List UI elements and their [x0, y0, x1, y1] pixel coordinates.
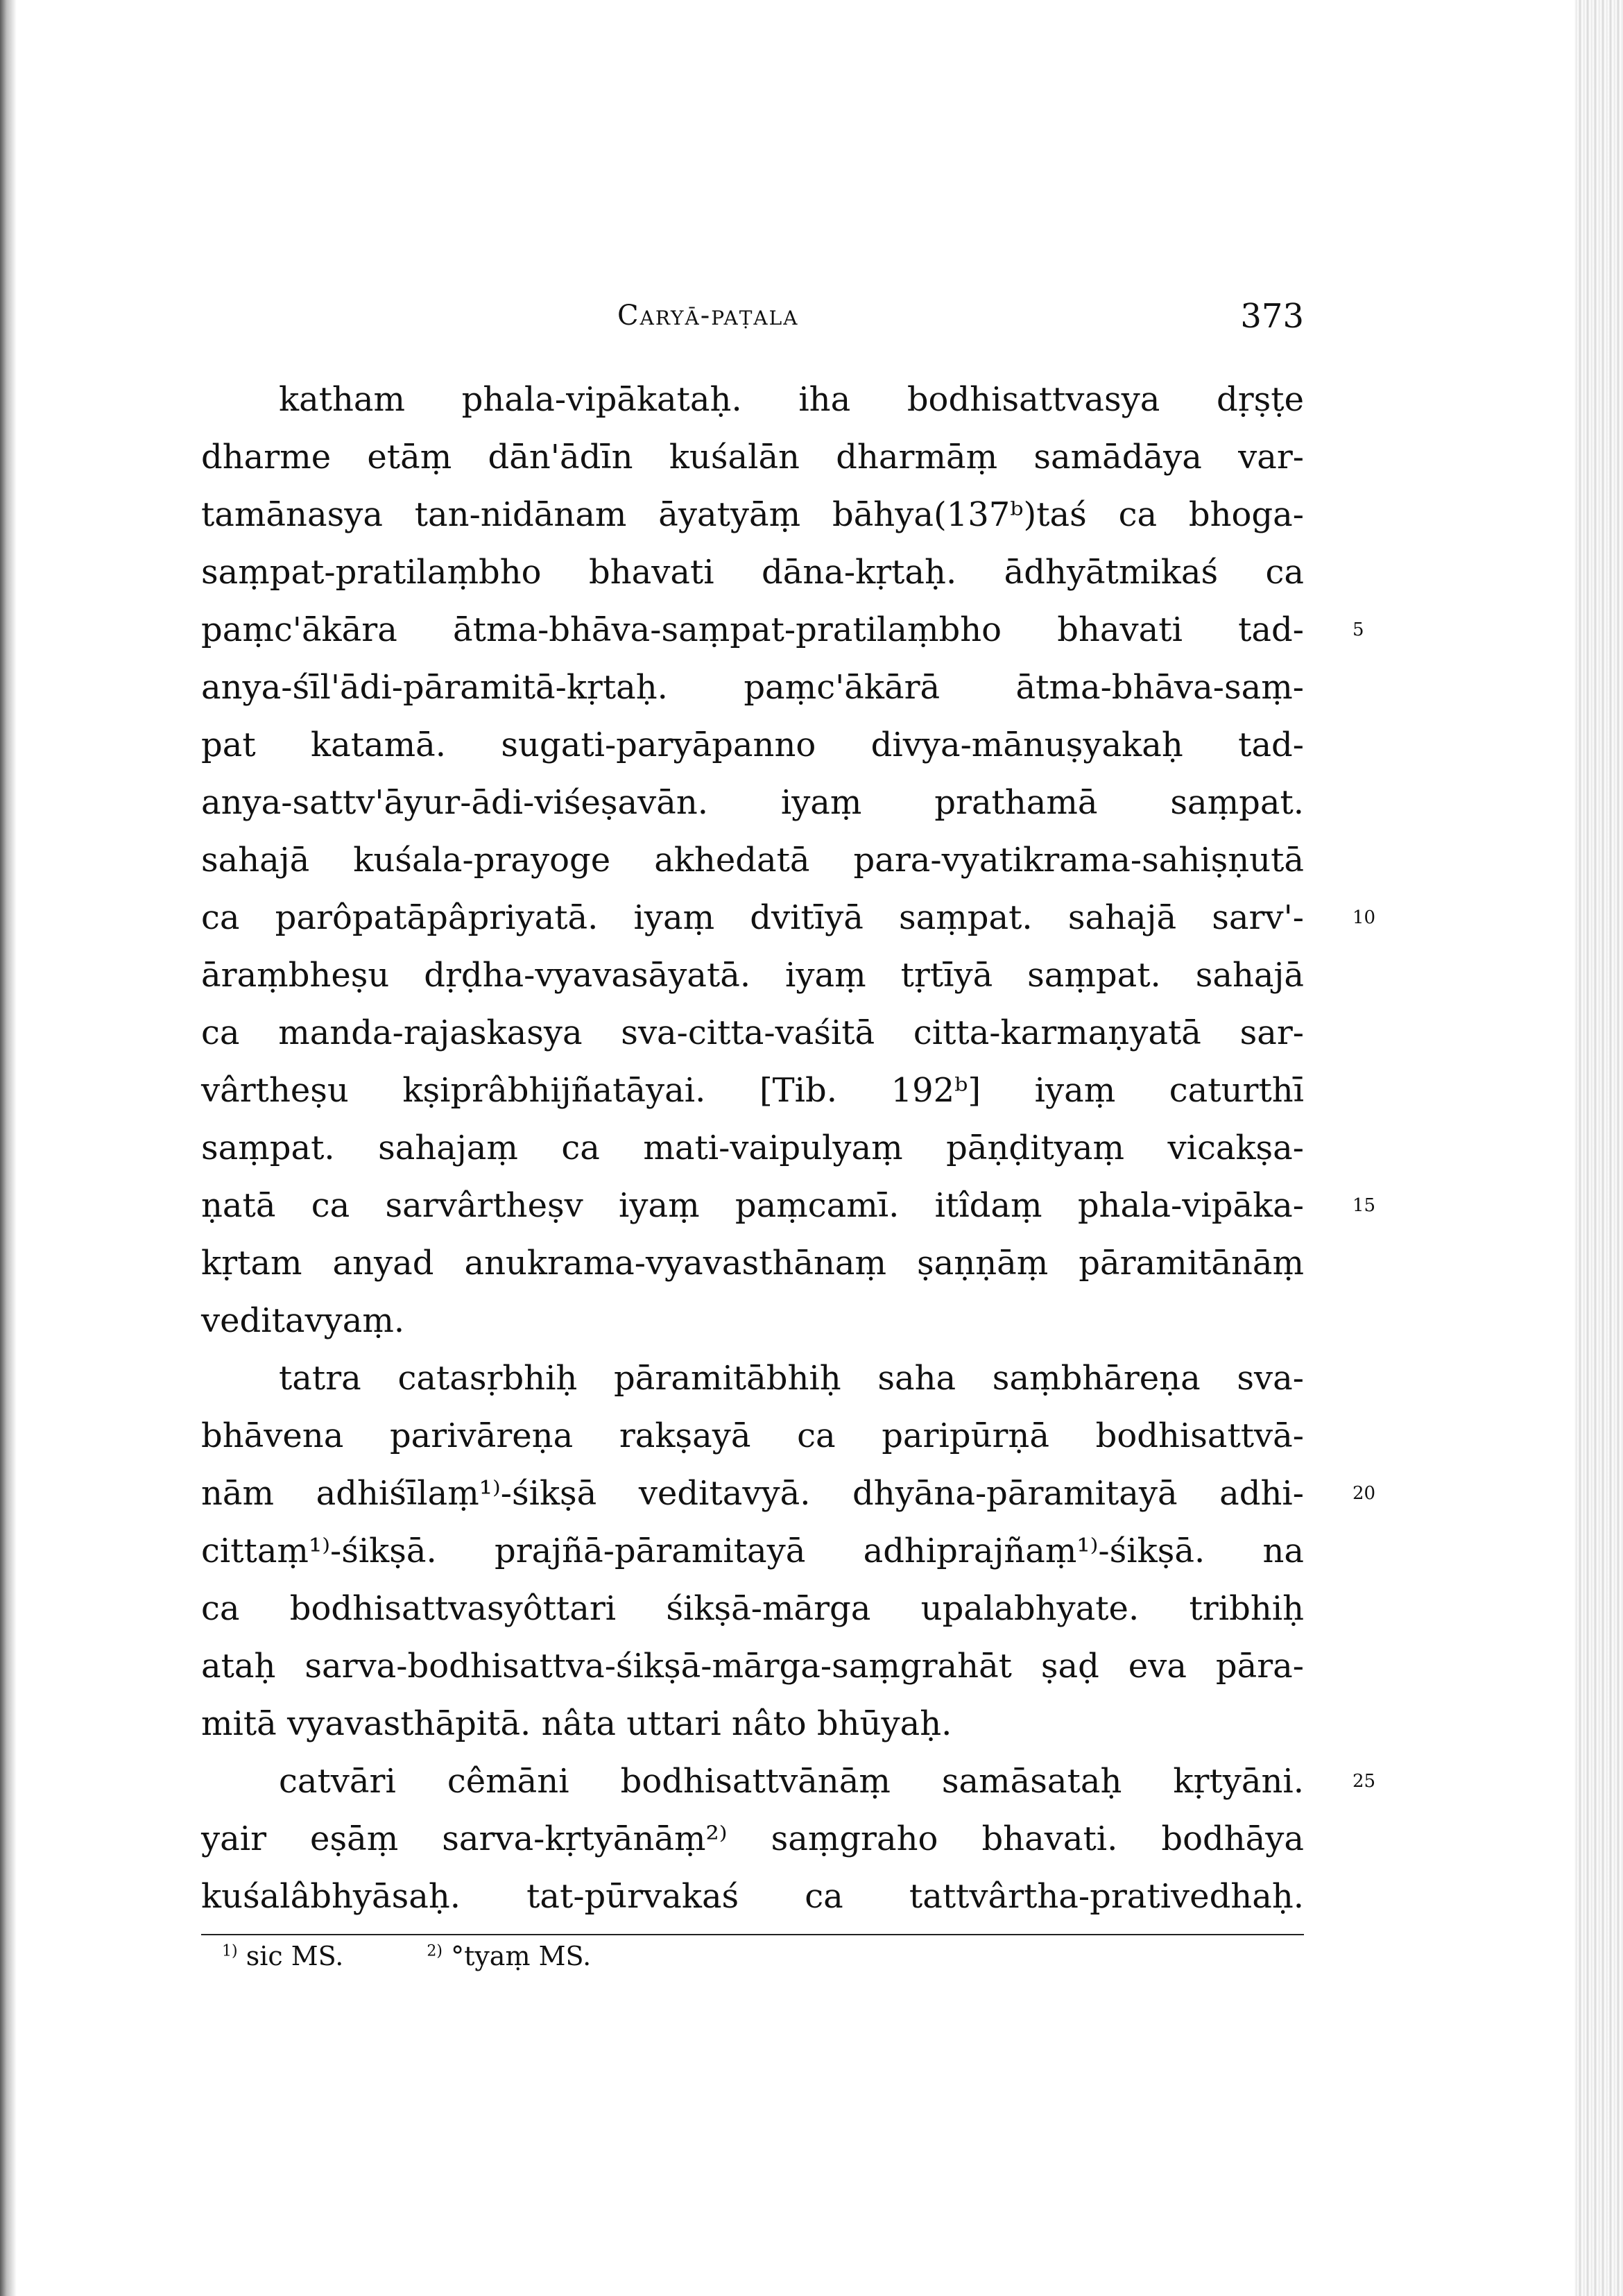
line-text: anya-sattv'āyur-ādi-viśeṣavān. iyaṃ prathamā saṃpat.: [201, 783, 1304, 822]
text-line: [201, 1350, 1304, 1407]
text-line: [201, 1695, 1304, 1753]
text-line: [201, 659, 1304, 717]
line-number: 20: [1352, 1483, 1376, 1504]
line-text: ca bodhisattvasyôttari śikṣā-mārga upalabhyate. tribhiḥ: [201, 1589, 1304, 1628]
line-text: saṃpat-pratilaṃbho bhavati dāna-kṛtaḥ. ādhyātmikaś ca: [201, 553, 1304, 592]
text-line: [201, 371, 1304, 429]
footnote: [427, 1941, 591, 1971]
line-text: kṛtam anyad anukrama-vyavasthānaṃ ṣaṇṇāṃ pāramitānāṃ: [201, 1244, 1304, 1283]
line-text: ataḥ sarva-bodhisattva-śikṣā-mārga-saṃgrahāt ṣaḍ eva pāra-: [201, 1647, 1304, 1686]
line-number: 5: [1352, 619, 1364, 640]
scan-edge-left: [0, 0, 17, 2296]
line-text: katham phala-vipākataḥ. iha bodhisattvasya dṛṣṭe: [279, 380, 1304, 419]
line-text: catvāri cêmāni bodhisattvānāṃ samāsataḥ kṛtyāni.: [279, 1762, 1304, 1801]
text-line: [201, 1523, 1304, 1580]
text-line: [201, 1580, 1304, 1638]
line-number: 25: [1352, 1771, 1376, 1792]
text-line: [201, 1062, 1304, 1120]
line-text: kuśalâbhyāsaḥ. tat-pūrvakaś ca tattvârtha-prativedhaḥ.: [201, 1877, 1304, 1916]
text-line: [201, 1120, 1304, 1177]
footnotes: [222, 1941, 674, 1971]
line-text: sahajā kuśala-prayoge akhedatā para-vyatikrama-sahiṣṇutā: [201, 841, 1304, 880]
line-text: mitā vyavasthāpitā. nâta uttari nâto bhūyaḥ.: [201, 1704, 952, 1743]
text-line: [201, 947, 1304, 1004]
line-text: yair eṣāṃ sarva-kṛtyānāṃ²⁾ saṃgraho bhavati. bodhāya: [201, 1819, 1304, 1858]
line-text: āraṃbheṣu dṛḍha-vyavasāyatā. iyaṃ tṛtīyā saṃpat. sahajā: [201, 956, 1304, 995]
running-title: Caryā-paṭala: [617, 300, 799, 332]
line-text: vârtheṣu kṣiprâbhijñatāyai. [Tib. 192ᵇ] iyaṃ caturthī: [201, 1071, 1304, 1110]
line-text: cittaṃ¹⁾-śikṣā. prajñā-pāramitayā adhiprajñaṃ¹⁾-śikṣā. na: [201, 1532, 1304, 1570]
line-text: nām adhiśīlaṃ¹⁾-śikṣā veditavyā. dhyāna-pāramitayā adhi-: [201, 1474, 1304, 1513]
text-line: [201, 774, 1304, 832]
line-text: paṃc'ākāra ātma-bhāva-saṃpat-pratilaṃbho bhavati tad-: [201, 610, 1304, 649]
text-line: [201, 601, 1364, 659]
footnote-text: sic MS.: [246, 1941, 344, 1971]
line-text: tamānasya tan-nidānam āyatyāṃ bāhya(137ᵇ)taś ca bhoga-: [201, 495, 1304, 534]
text-line: [201, 1292, 1304, 1350]
footnote: [222, 1941, 343, 1971]
footnote-text: °tyaṃ MS.: [451, 1941, 592, 1971]
text-line: [201, 544, 1304, 601]
line-text: ca manda-rajaskasya sva-citta-vaśitā citta-karmaṇyatā sar-: [201, 1013, 1304, 1052]
line-text: bhāvena parivāreṇa rakṣayā ca paripūrṇā bodhisattvā-: [201, 1416, 1304, 1455]
footnote-mark: 2): [427, 1942, 443, 1960]
text-line: [201, 832, 1304, 889]
line-text: saṃpat. sahajaṃ ca mati-vaipulyaṃ pāṇḍityaṃ vicakṣa-: [201, 1129, 1304, 1167]
page-number: 373: [1240, 297, 1304, 336]
line-text: tatra catasṛbhiḥ pāramitābhiḥ saha saṃbhāreṇa sva-: [279, 1359, 1304, 1398]
text-line: [201, 1868, 1304, 1926]
text-line: [201, 429, 1304, 486]
line-text: veditavyaṃ.: [201, 1301, 405, 1340]
line-number: 10: [1352, 907, 1376, 928]
page-header: [201, 297, 1325, 348]
text-line: [201, 1465, 1376, 1523]
line-text: pat katamā. sugati-paryāpanno divya-mānuṣyakaḥ tad-: [201, 726, 1304, 764]
text-line: [201, 1004, 1304, 1062]
text-line: [201, 1638, 1304, 1695]
text-body: [201, 371, 1376, 1926]
line-text: ṇatā ca sarvârtheṣv iyaṃ paṃcamī. itîdaṃ phala-vipāka-: [201, 1186, 1304, 1225]
line-text: ca parôpatāpâpriyatā. iyaṃ dvitīyā saṃpat. sahajā sarv'-: [201, 898, 1304, 937]
text-line: [201, 1177, 1376, 1235]
text-line: [201, 486, 1304, 544]
scan-edge-right: [1574, 0, 1623, 2296]
text-line: [201, 889, 1376, 947]
text-line: [201, 1810, 1304, 1868]
line-text: dharme etāṃ dān'ādīn kuśalān dharmāṃ samādāya var-: [201, 438, 1304, 477]
footnote-rule: [201, 1934, 1304, 1935]
line-number: 15: [1352, 1195, 1376, 1216]
text-line: [201, 1235, 1304, 1292]
text-line: [201, 1407, 1304, 1465]
text-line: [201, 1753, 1376, 1810]
text-line: [201, 717, 1304, 774]
line-text: anya-śīl'ādi-pāramitā-kṛtaḥ. paṃc'ākārā ātma-bhāva-saṃ-: [201, 668, 1304, 707]
footnote-mark: 1): [222, 1942, 238, 1960]
